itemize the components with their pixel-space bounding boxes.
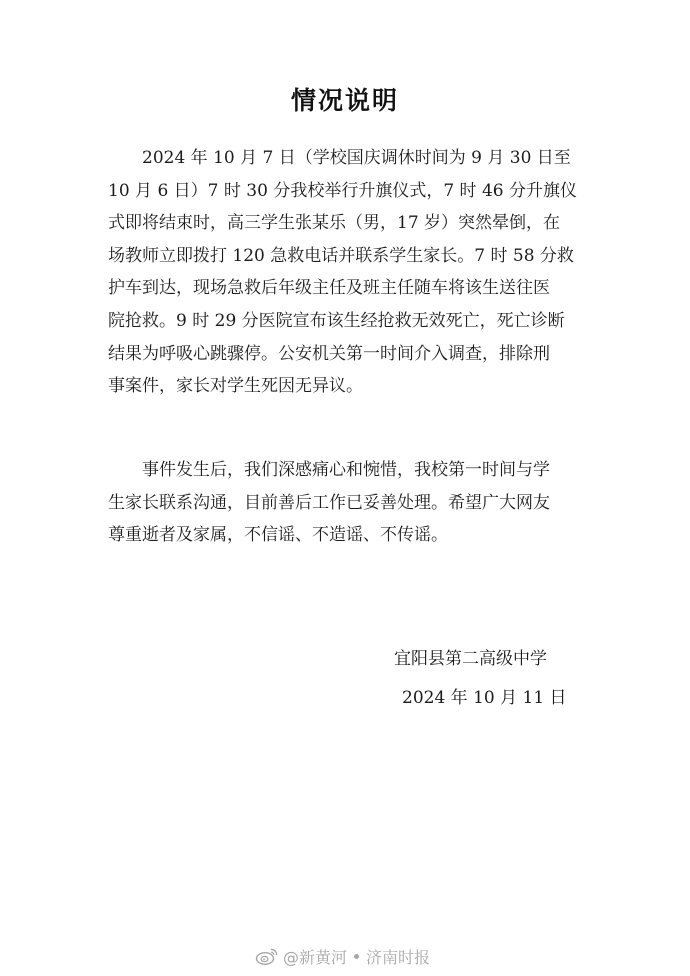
paragraph-incident [108,142,596,403]
weibo-icon [255,946,279,966]
page-title: 情况说明 [290,86,399,115]
text-line: 结果为呼吸心跳骤停。公安机关第一时间介入调查，排除刑 [108,343,550,364]
signature-date: 2024 年 10 月 11 日 [402,688,567,708]
paragraph-followup [108,454,596,552]
watermark-source-1: @新黄河 [283,947,348,967]
text-line: 2024 年 10 月 7 日（学校国庆调休时间为 9 月 30 日至 [142,148,571,168]
text-line: 生家长联系沟通，目前善后工作已妥善处理。希望广大网友 [108,492,550,513]
watermark [255,945,430,967]
text-line: 尊重逝者及家属，不信谣、不造谣、不传谣。 [108,525,448,546]
text-line: 护车到达，现场急救后年级主任及班主任随车将该生送往医 [108,278,550,299]
text-line: 场教师立即拨打 120 急救电话并联系学生家长。7 时 58 分救 [108,245,574,266]
text-line: 院抢救。9 时 29 分医院宣布该生经抢救无效死亡，死亡诊断 [108,310,565,331]
text-line: 10 月 6 日）7 时 30 分我校举行升旗仪式，7 时 46 分升旗仪 [108,180,577,201]
watermark-separator [354,954,359,959]
text-line: 式即将结束时，高三学生张某乐（男，17 岁）突然晕倒，在 [108,213,561,234]
text-line: 事案件，家长对学生死因无异议。 [108,376,363,397]
watermark-source-2: 济南时报 [366,947,431,967]
signature-organization: 宜阳县第二高级中学 [394,649,547,669]
text-line: 事件发生后，我们深感痛心和惋惜，我校第一时间与学 [142,460,550,480]
